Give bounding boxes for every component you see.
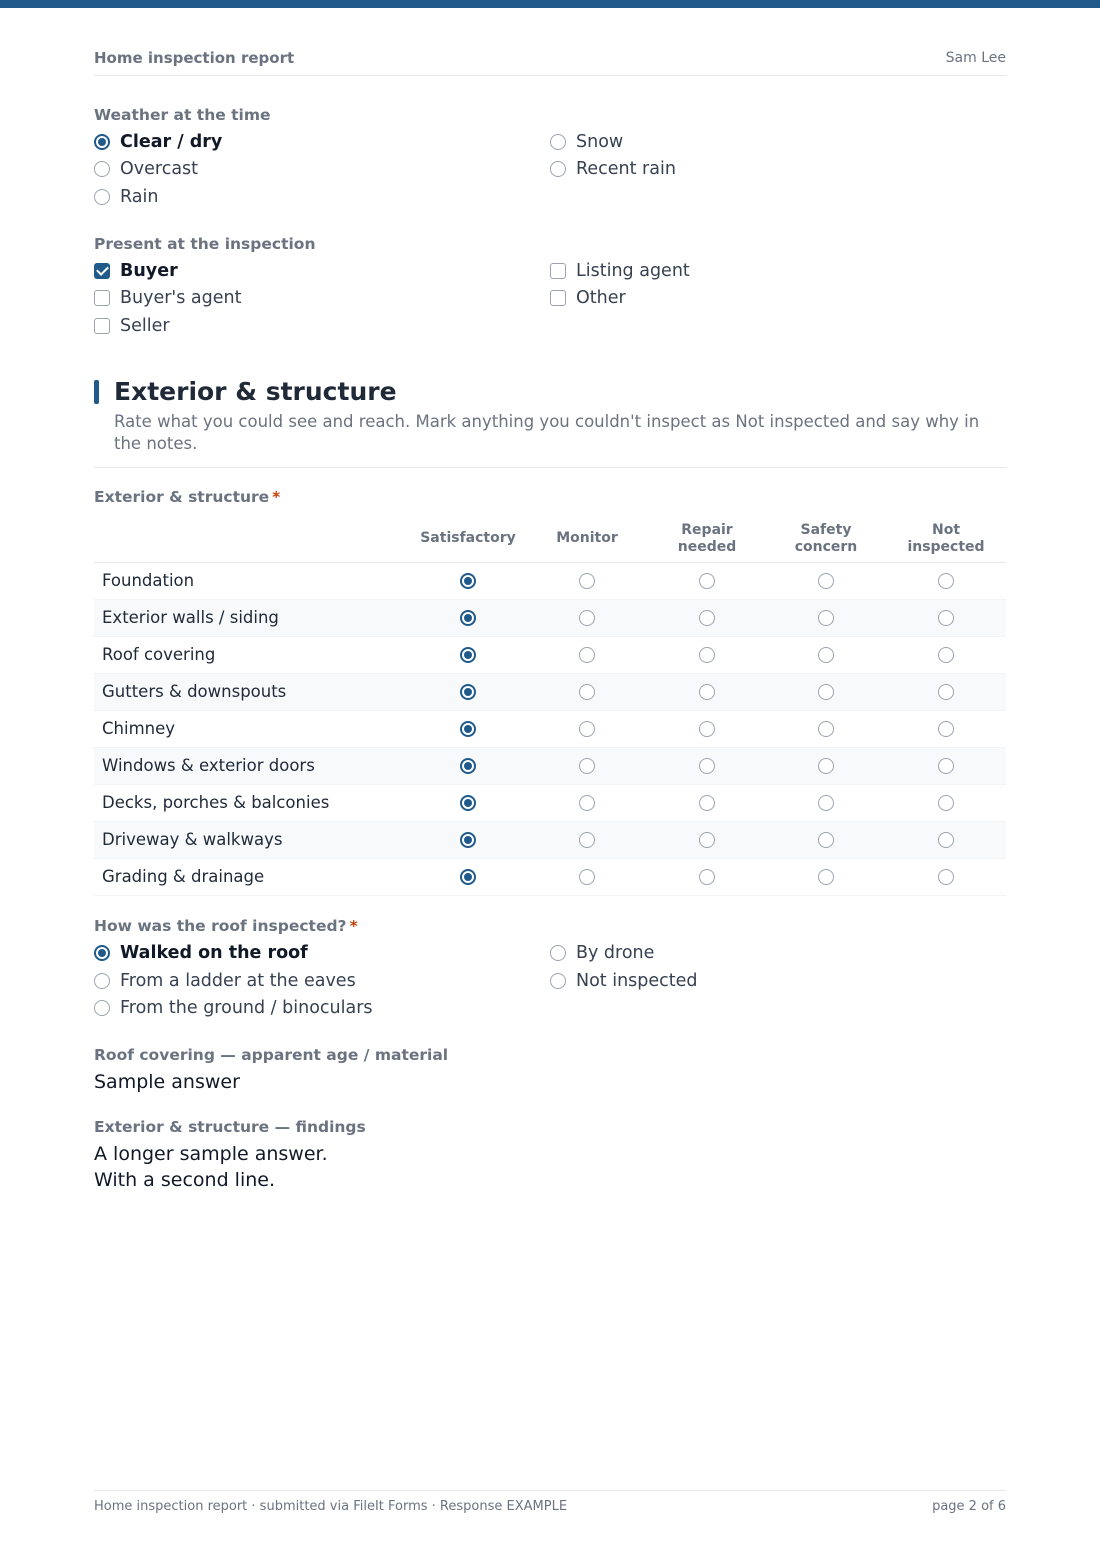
radio-icon	[699, 795, 715, 811]
grid-body	[94, 563, 1006, 896]
radio-icon	[818, 795, 834, 811]
grid-cell-radio[interactable]	[938, 610, 954, 626]
grid-cell-radio[interactable]	[938, 869, 954, 885]
column-header-safety-concern	[766, 522, 886, 556]
radio-selected-icon	[460, 573, 476, 589]
roof-method-label	[94, 917, 358, 935]
page-footer	[94, 1490, 1006, 1520]
weather-option-snow[interactable]	[550, 130, 623, 154]
grid-row-label: Exterior walls / siding	[102, 608, 279, 627]
radio-icon	[550, 945, 566, 961]
grid-cell-radio[interactable]	[818, 573, 834, 589]
column-header-line: concern	[794, 539, 858, 555]
grid-cell-radio[interactable]	[460, 869, 476, 885]
radio-selected-icon	[460, 610, 476, 626]
required-marker: *	[272, 488, 281, 506]
column-header-not-inspected	[886, 522, 1006, 556]
radio-icon	[94, 973, 110, 989]
option-label: Overcast	[120, 159, 199, 179]
weather-option-rain[interactable]	[94, 185, 158, 209]
grid-cell-radio[interactable]	[818, 647, 834, 663]
radio-icon	[938, 869, 954, 885]
grid-row-label: Driveway & walkways	[102, 830, 283, 849]
grid-cell-radio[interactable]	[938, 573, 954, 589]
required-marker: *	[349, 917, 358, 935]
grid-cell-radio[interactable]	[818, 721, 834, 737]
roof-age-label: Roof covering — apparent age / material	[94, 1046, 449, 1064]
option-label: Clear / dry	[120, 132, 223, 152]
checkbox-icon	[550, 263, 566, 279]
radio-icon	[818, 647, 834, 663]
weather-option-recent-rain[interactable]	[550, 157, 676, 181]
option-label: Buyer	[120, 261, 178, 281]
present-option-buyers-agent[interactable]	[94, 286, 241, 310]
option-label: From a ladder at the eaves	[120, 971, 356, 991]
column-header-line: Repair	[681, 522, 733, 538]
grid-cell-radio[interactable]	[579, 869, 595, 885]
section-accent-bar	[94, 380, 99, 404]
grid-label	[94, 488, 280, 506]
radio-selected-icon	[460, 647, 476, 663]
grid-cell-radio[interactable]	[579, 721, 595, 737]
page-header	[94, 48, 1006, 76]
grid-cell-radio[interactable]	[579, 758, 595, 774]
radio-icon	[94, 161, 110, 177]
grid-cell-radio[interactable]	[699, 832, 715, 848]
grid-cell-radio[interactable]	[699, 573, 715, 589]
radio-icon	[938, 721, 954, 737]
grid-row	[94, 822, 1006, 859]
column-header-repair-needed	[647, 522, 767, 556]
checkbox-checked-icon	[94, 263, 110, 279]
column-header-line: needed	[677, 539, 737, 555]
radio-icon	[938, 647, 954, 663]
grid-row	[94, 711, 1006, 748]
radio-selected-icon	[460, 758, 476, 774]
radio-icon	[699, 647, 715, 663]
radio-icon	[938, 832, 954, 848]
grid-row	[94, 859, 1006, 896]
section-description: Rate what you could see and reach. Mark anything you couldn't inspect as Not inspected and say why in the notes.	[114, 412, 980, 453]
radio-icon	[94, 1000, 110, 1016]
radio-icon	[579, 721, 595, 737]
radio-icon	[699, 610, 715, 626]
radio-icon	[699, 684, 715, 700]
option-label: Listing agent	[576, 261, 690, 281]
grid-row	[94, 600, 1006, 637]
present-option-other[interactable]	[550, 286, 626, 310]
grid-cell-radio[interactable]	[460, 684, 476, 700]
radio-selected-icon	[460, 795, 476, 811]
radio-icon	[94, 189, 110, 205]
grid-row	[94, 674, 1006, 711]
weather-option-clear[interactable]	[94, 130, 222, 154]
radio-icon	[579, 684, 595, 700]
grid-cell-radio[interactable]	[699, 684, 715, 700]
roof-option-ladder[interactable]	[94, 969, 356, 993]
grid-cell-radio[interactable]	[938, 647, 954, 663]
column-header-line: Monitor	[556, 530, 618, 546]
findings-line: A longer sample answer.	[94, 1143, 328, 1165]
radio-icon	[550, 973, 566, 989]
radio-icon	[699, 869, 715, 885]
present-option-buyer[interactable]	[94, 259, 178, 283]
radio-icon	[699, 758, 715, 774]
grid-header-row	[94, 516, 1006, 563]
radio-icon	[550, 134, 566, 150]
radio-icon	[818, 869, 834, 885]
roof-option-not-inspected[interactable]	[550, 969, 698, 993]
radio-selected-icon	[460, 721, 476, 737]
option-label: Buyer's agent	[120, 288, 242, 308]
radio-icon	[699, 573, 715, 589]
radio-selected-icon	[460, 869, 476, 885]
grid-cell-radio[interactable]	[460, 832, 476, 848]
weather-label: Weather at the time	[94, 106, 271, 124]
radio-icon	[818, 721, 834, 737]
option-label: Not inspected	[576, 971, 698, 991]
roof-option-drone[interactable]	[550, 941, 654, 965]
radio-icon	[579, 573, 595, 589]
roof-age-answer: Sample answer	[94, 1071, 240, 1093]
checkbox-icon	[94, 318, 110, 334]
grid-cell-radio[interactable]	[699, 758, 715, 774]
page-number: page 2 of 6	[932, 1499, 1006, 1514]
grid-cell-radio[interactable]	[938, 721, 954, 737]
grid-cell-radio[interactable]	[938, 684, 954, 700]
grid-row	[94, 748, 1006, 785]
option-label: Other	[576, 288, 626, 308]
radio-icon	[818, 758, 834, 774]
grid-cell-radio[interactable]	[460, 647, 476, 663]
radio-icon	[579, 610, 595, 626]
option-label: By drone	[576, 943, 655, 963]
present-option-seller[interactable]	[94, 314, 170, 338]
radio-icon	[938, 758, 954, 774]
column-header-line: Satisfactory	[420, 530, 516, 546]
option-label: Walked on the roof	[120, 943, 308, 963]
findings-answer	[94, 1141, 328, 1193]
option-label: Snow	[576, 132, 624, 152]
grid-row	[94, 563, 1006, 600]
grid-cell-radio[interactable]	[818, 758, 834, 774]
grid-cell-radio[interactable]	[460, 610, 476, 626]
section-header	[94, 378, 1006, 468]
radio-icon	[579, 832, 595, 848]
grid-cell-radio[interactable]	[818, 684, 834, 700]
radio-icon	[550, 161, 566, 177]
grid-row	[94, 785, 1006, 822]
grid-row	[94, 637, 1006, 674]
findings-line: With a second line.	[94, 1169, 275, 1191]
form-page	[94, 0, 1006, 1556]
column-header-monitor	[527, 530, 647, 547]
grid-cell-radio[interactable]	[699, 610, 715, 626]
radio-icon	[818, 832, 834, 848]
radio-icon	[938, 610, 954, 626]
grid-row-label: Roof covering	[102, 645, 216, 664]
grid-cell-radio[interactable]	[579, 573, 595, 589]
radio-icon	[579, 795, 595, 811]
roof-method-label-text: How was the roof inspected?	[94, 917, 347, 935]
findings-label: Exterior & structure — findings	[94, 1118, 366, 1136]
radio-icon	[938, 573, 954, 589]
radio-selected-icon	[94, 945, 110, 961]
grid-cell-radio[interactable]	[699, 721, 715, 737]
grid-cell-radio[interactable]	[938, 758, 954, 774]
grid-cell-radio[interactable]	[579, 610, 595, 626]
grid-cell-radio[interactable]	[699, 869, 715, 885]
grid-row-label: Windows & exterior doors	[102, 756, 315, 775]
respondent-name: Sam Lee	[945, 50, 1006, 66]
grid-cell-radio[interactable]	[818, 832, 834, 848]
grid-cell-radio[interactable]	[938, 795, 954, 811]
radio-icon	[818, 610, 834, 626]
option-label: Rain	[120, 187, 159, 207]
column-header-satisfactory	[408, 530, 528, 547]
radio-icon	[938, 795, 954, 811]
checkbox-icon	[94, 290, 110, 306]
radio-selected-icon	[460, 684, 476, 700]
radio-icon	[818, 573, 834, 589]
grid-row-label: Foundation	[102, 571, 195, 590]
radio-icon	[579, 647, 595, 663]
grid-cell-radio[interactable]	[579, 832, 595, 848]
grid-row-label: Chimney	[102, 719, 176, 738]
section-title: Exterior & structure	[114, 377, 397, 406]
radio-icon	[938, 684, 954, 700]
grid-label-text: Exterior & structure	[94, 488, 270, 506]
present-option-listing-agent[interactable]	[550, 259, 690, 283]
option-label: Seller	[120, 316, 170, 336]
grid-cell-radio[interactable]	[699, 647, 715, 663]
grid-cell-radio[interactable]	[579, 795, 595, 811]
grid-row-label: Grading & drainage	[102, 867, 265, 886]
rating-grid	[94, 516, 1006, 896]
radio-selected-icon	[460, 832, 476, 848]
grid-cell-radio[interactable]	[460, 795, 476, 811]
grid-cell-radio[interactable]	[699, 795, 715, 811]
column-header-line: inspected	[907, 539, 985, 555]
grid-cell-radio[interactable]	[818, 795, 834, 811]
grid-cell-radio[interactable]	[460, 721, 476, 737]
grid-cell-radio[interactable]	[460, 758, 476, 774]
present-label: Present at the inspection	[94, 235, 316, 253]
option-label: From the ground / binoculars	[120, 998, 373, 1018]
footer-text: Home inspection report · submitted via FileIt Forms · Response EXAMPLE	[94, 1499, 568, 1514]
radio-selected-icon	[94, 134, 110, 150]
grid-row-label: Gutters & downspouts	[102, 682, 287, 701]
grid-cell-radio[interactable]	[579, 647, 595, 663]
checkbox-icon	[550, 290, 566, 306]
grid-cell-radio[interactable]	[460, 573, 476, 589]
grid-cell-radio[interactable]	[579, 684, 595, 700]
column-header-line: Not	[931, 522, 961, 538]
grid-cell-radio[interactable]	[818, 610, 834, 626]
radio-icon	[699, 832, 715, 848]
radio-icon	[818, 684, 834, 700]
option-label: Recent rain	[576, 159, 676, 179]
report-title: Home inspection report	[94, 49, 295, 67]
radio-icon	[699, 721, 715, 737]
grid-row-label: Decks, porches & balconies	[102, 793, 330, 812]
radio-icon	[579, 758, 595, 774]
roof-option-walked[interactable]	[94, 941, 308, 965]
column-header-line: Safety	[800, 522, 852, 538]
roof-option-ground[interactable]	[94, 996, 373, 1020]
grid-cell-radio[interactable]	[818, 869, 834, 885]
weather-option-overcast[interactable]	[94, 157, 198, 181]
radio-icon	[579, 869, 595, 885]
grid-cell-radio[interactable]	[938, 832, 954, 848]
